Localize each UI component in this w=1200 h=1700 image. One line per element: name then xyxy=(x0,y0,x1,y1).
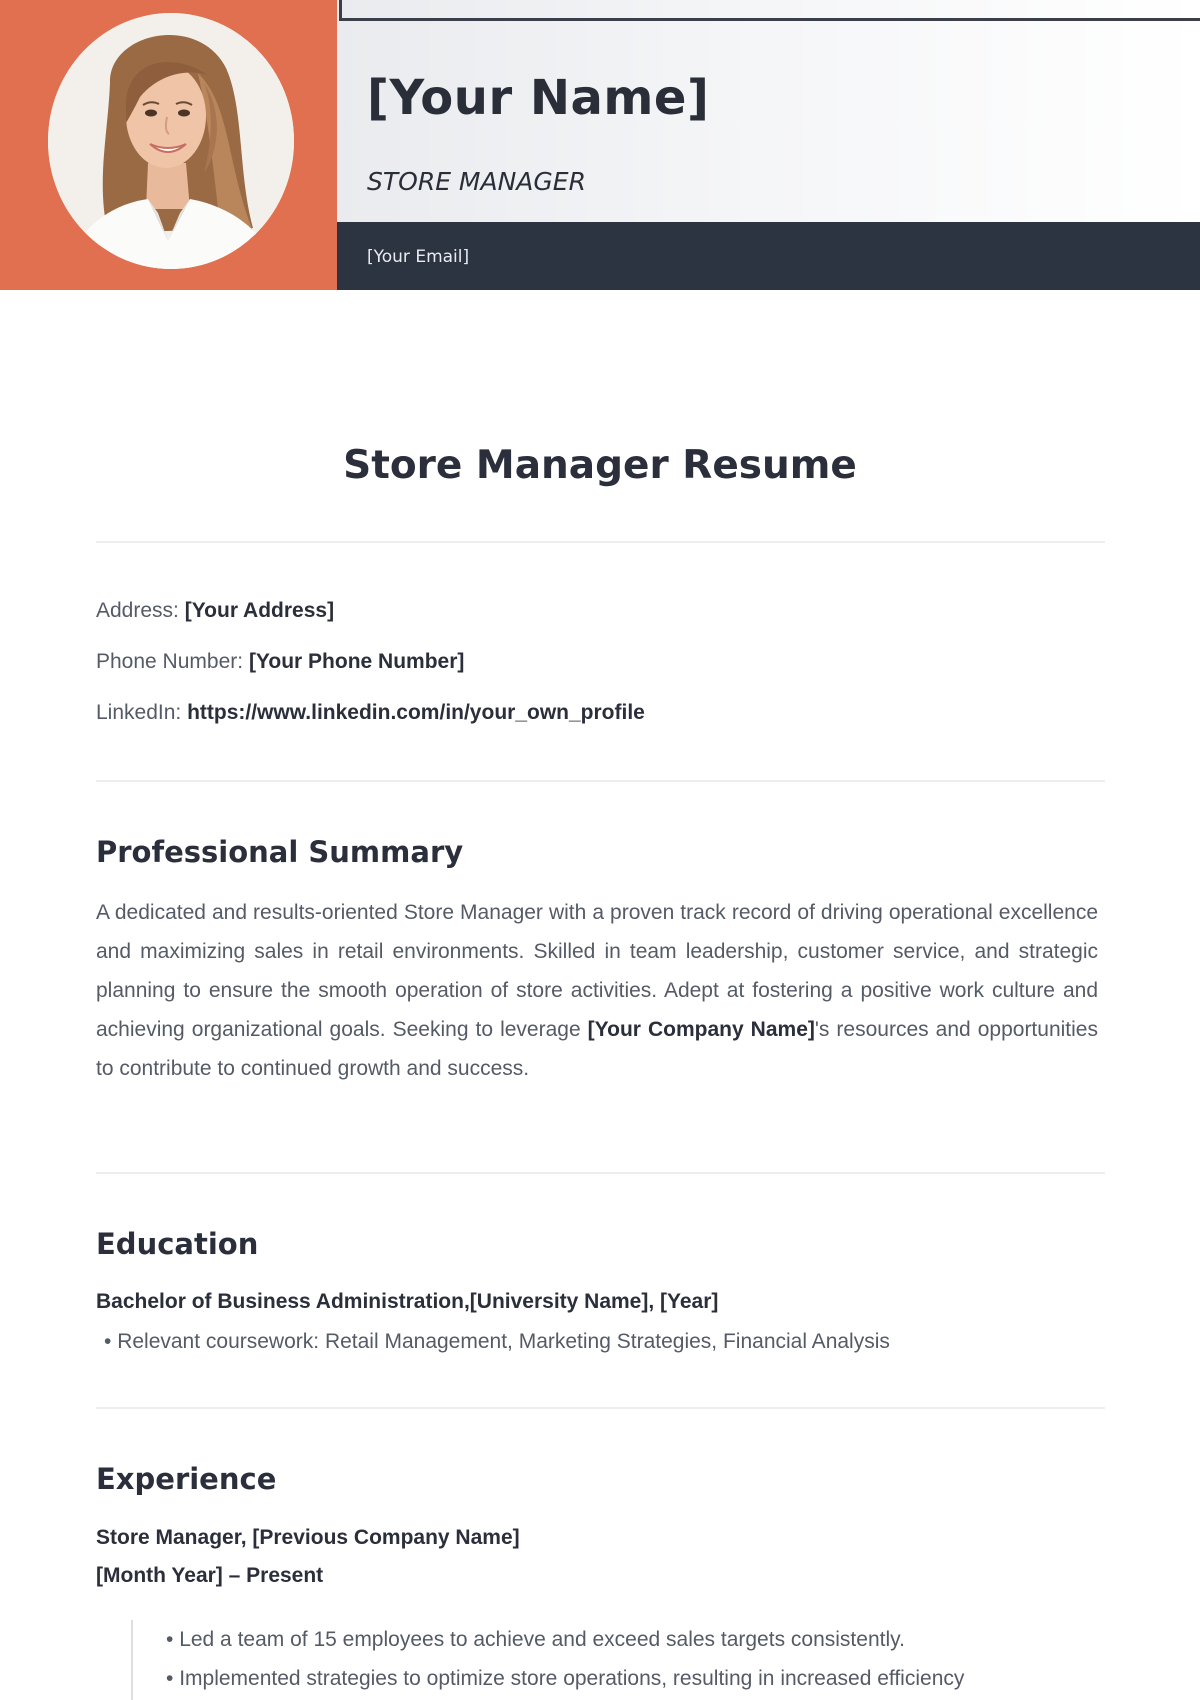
phone-label: Phone Number: xyxy=(96,650,244,673)
education-heading: Education xyxy=(96,1227,259,1261)
name-panel xyxy=(337,0,1200,222)
profile-photo xyxy=(48,13,294,269)
summary-text-before: A dedicated and results-oriented Store Manager with a proven track record of driving operational excellence and maximizing sales in retail environments. Skilled in team leadership, customer service, and strategic planning to ensure the smooth operation of store activities. Adept at fostering a positive work culture and achieving organizational goals. Seeking to leverage xyxy=(96,901,1098,1041)
photo-panel xyxy=(0,0,337,290)
header-rule xyxy=(339,18,1200,21)
bullet-icon: • xyxy=(166,1628,180,1651)
divider xyxy=(96,1407,1105,1409)
summary-company: [Your Company Name] xyxy=(587,1018,815,1041)
education-degree: Bachelor of Business Administration,[University Name], [Year] xyxy=(96,1290,719,1313)
divider xyxy=(96,1172,1105,1174)
document-title: Store Manager Resume xyxy=(343,443,857,488)
experience-dates: [Month Year] – Present xyxy=(96,1564,324,1587)
email-bar xyxy=(337,222,1200,290)
bullet-icon: • xyxy=(166,1667,180,1690)
contact-linkedin xyxy=(96,701,645,725)
divider xyxy=(96,541,1105,543)
experience-bullet-text: Led a team of 15 employees to achieve and exceed sales targets consistently. xyxy=(179,1628,905,1651)
job-title: STORE MANAGER xyxy=(367,167,586,196)
linkedin-label: LinkedIn: xyxy=(96,701,182,724)
address-label: Address: xyxy=(96,599,179,622)
phone-value: [Your Phone Number] xyxy=(248,650,465,673)
candidate-name: [Your Name] xyxy=(367,70,710,126)
contact-phone xyxy=(96,650,464,674)
linkedin-link[interactable]: https://www.linkedin.com/in/your_own_profile xyxy=(187,701,645,724)
email-text: [Your Email] xyxy=(367,247,470,267)
contact-address xyxy=(96,599,334,623)
summary-paragraph xyxy=(96,893,1098,1088)
coursework-text: Relevant coursework: Retail Management, Marketing Strategies, Financial Analysis xyxy=(117,1330,890,1353)
resume-header xyxy=(0,0,1200,290)
experience-bullet xyxy=(166,1628,905,1652)
header-side-rule xyxy=(339,0,342,21)
experience-bullet xyxy=(166,1667,964,1691)
experience-heading: Experience xyxy=(96,1462,277,1496)
education-coursework-item xyxy=(104,1330,890,1354)
experience-bullet-text: Implemented strategies to optimize store operations, resulting in increased efficiency xyxy=(179,1667,965,1690)
divider xyxy=(96,780,1105,782)
experience-quote-rule xyxy=(131,1620,133,1700)
summary-text-after: 's resources and opportunities to contribute to continued growth and success. xyxy=(96,1018,1098,1080)
profile-photo-image xyxy=(48,13,294,269)
summary-heading: Professional Summary xyxy=(96,835,464,869)
bullet-icon: • xyxy=(104,1330,118,1353)
address-value: [Your Address] xyxy=(184,599,335,622)
experience-role: Store Manager, [Previous Company Name] xyxy=(96,1526,520,1549)
